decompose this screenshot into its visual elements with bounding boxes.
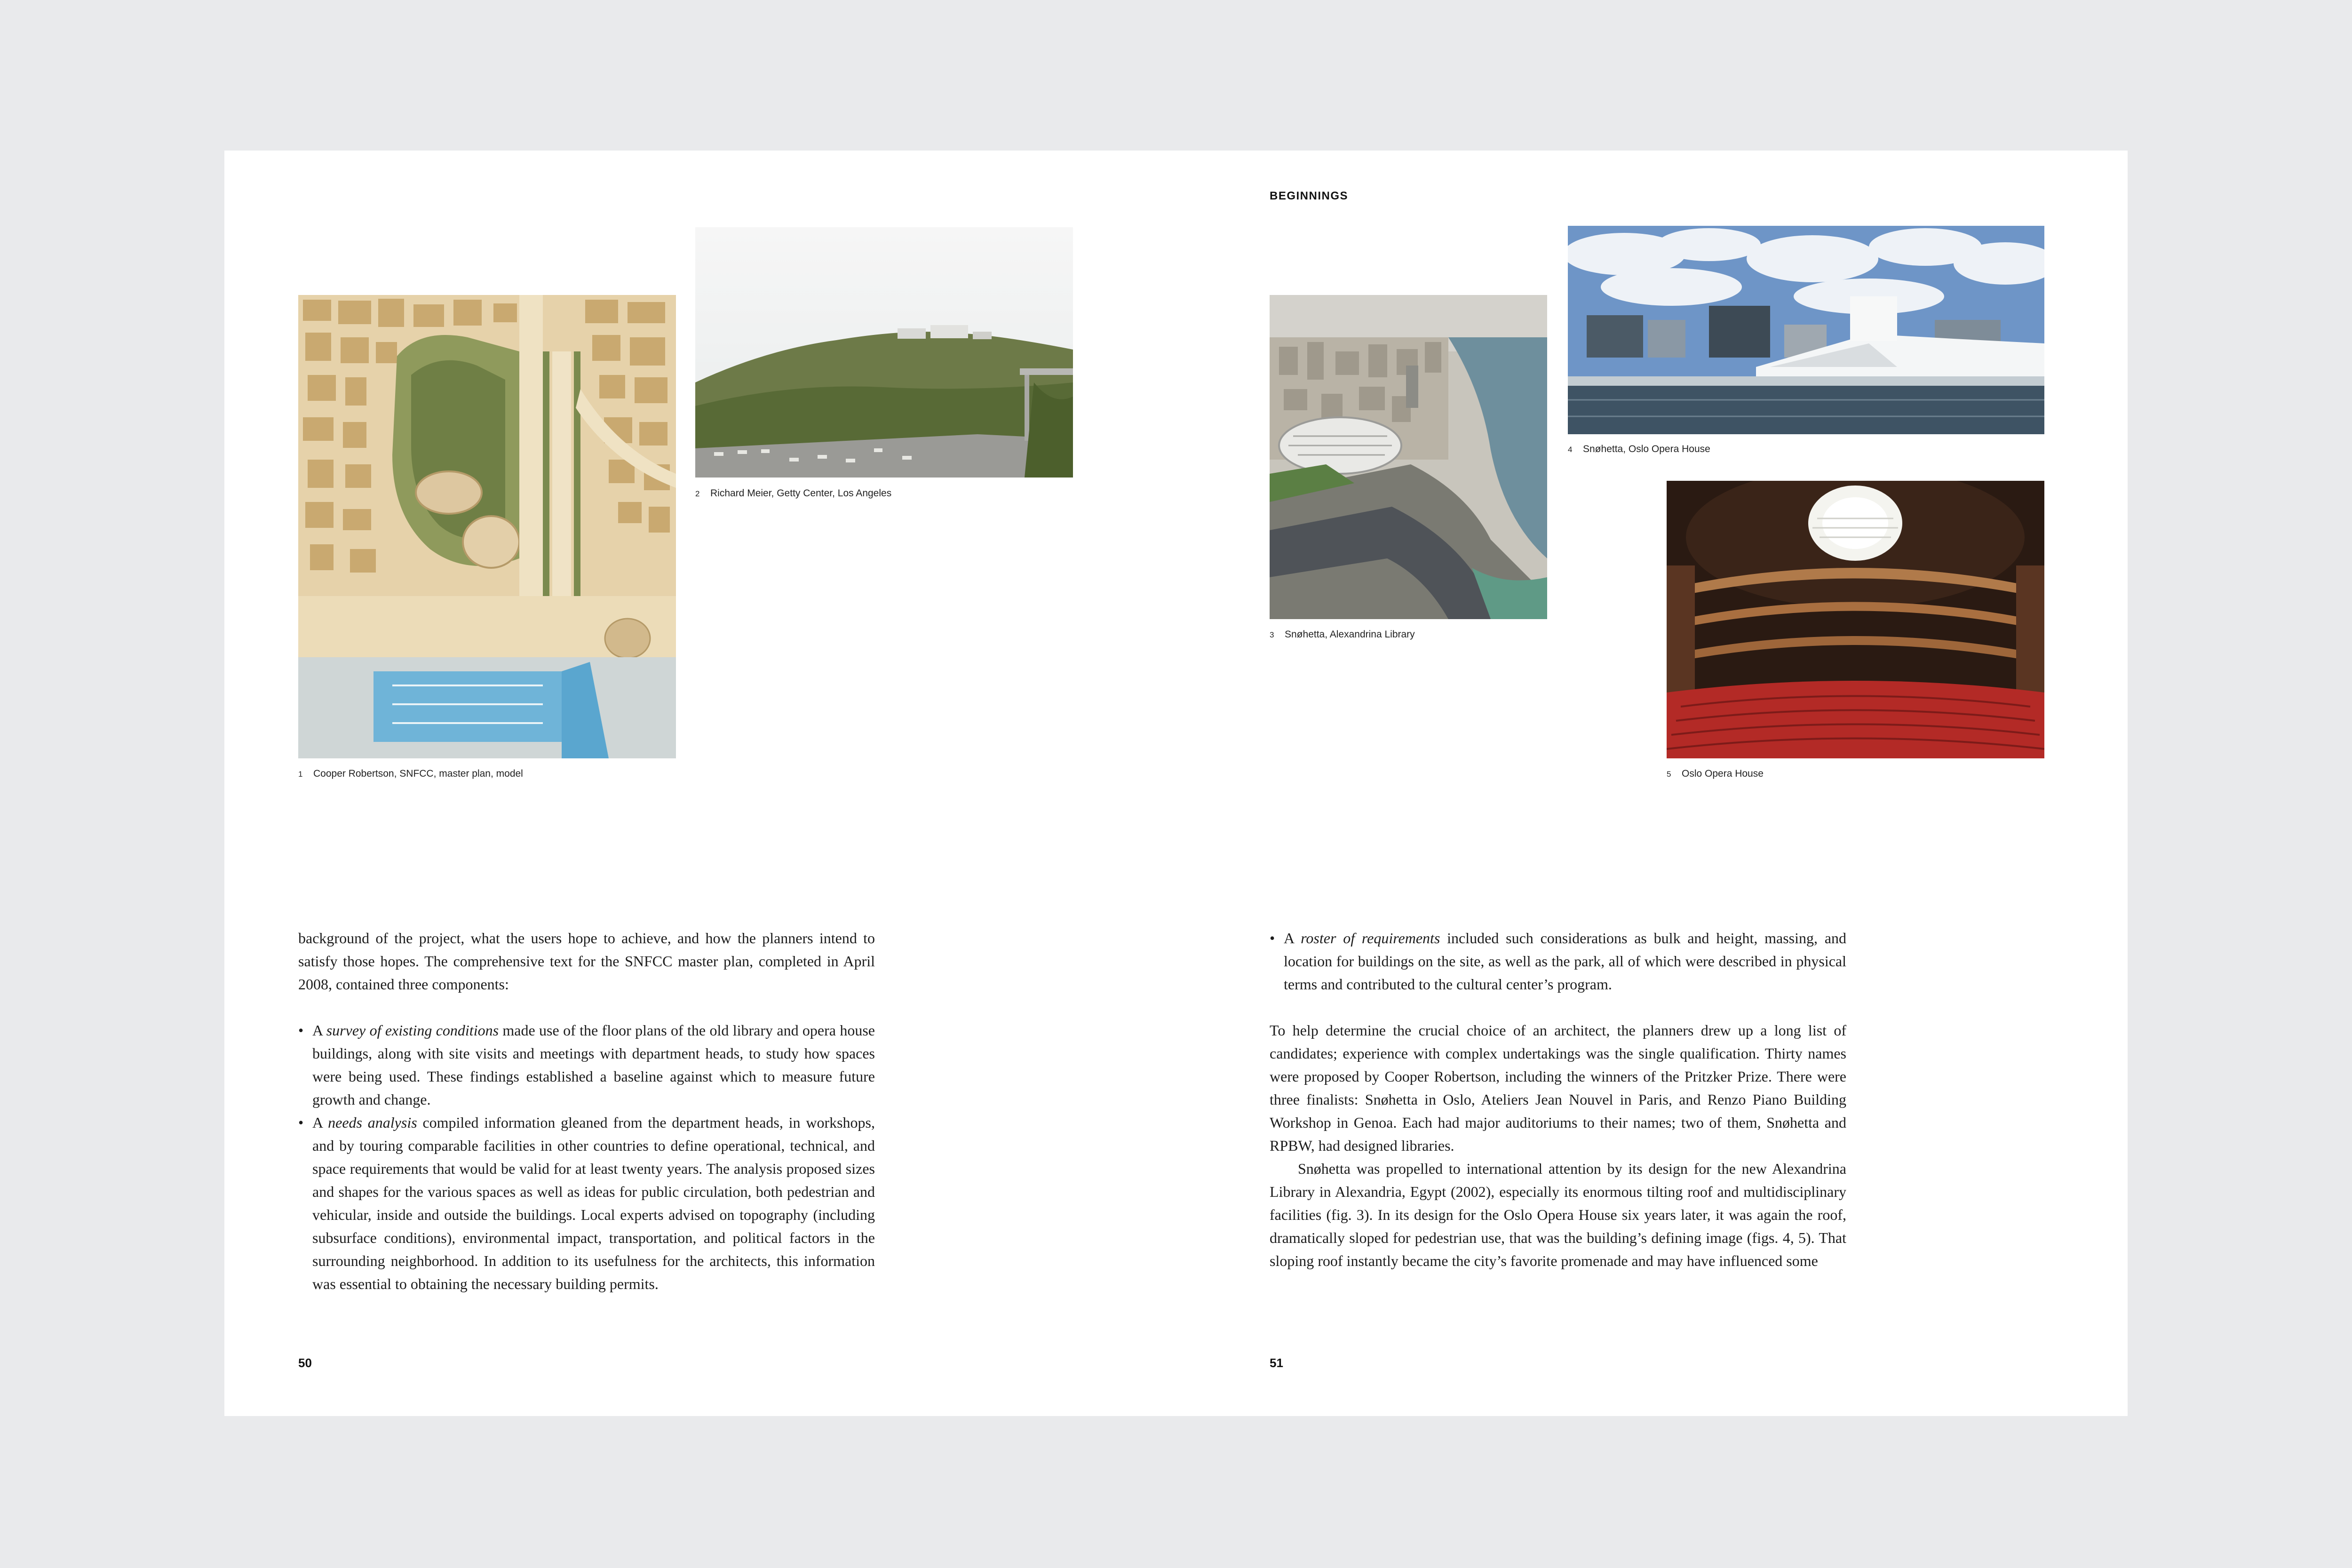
bullet-survey: • A survey of existing conditions made use of the floor plans of the old library and opera house buildings, along with site visits and meetings with department heads, to study how spaces were being used. These findings established a baseline against which to measure future growth and change.	[298, 1022, 875, 1108]
left-body-text	[298, 927, 875, 1296]
caption-number: 2	[695, 489, 700, 498]
paragraph-snohetta: Snøhetta was propelled to international attention by its design for the new Alexandrina Library in Alexandria, Egypt (2002), especially its enormous tilting roof and multidisciplinary facilities (fig. 3). In its design for the Oslo Opera House six years later, it was again the roof, dramatically sloped for pedestrian use, that was the building’s defining image (figs. 4, 5). That sloping roof instantly became the city’s favorite promenade and may have influenced some	[1270, 1160, 1846, 1269]
bullet-emphasis: survey of existing conditions	[326, 1022, 499, 1039]
bullet-text: compiled information gleaned from the department heads, in workshops, and by touring comparable facilities in other countries to define operational, technical, and space requirements that would be valid for at least twenty years. The analysis proposed sizes and shapes for the various spaces as well as ideas for public circulation, both pedestrian and vehicular, inside and outside the buildings. Local experts advised on topography (including subsurface conditions), environmental impact, transportation, and political factors in the surrounding neighborhood. In addition to its usefulness for the architects, this information was essential to obtaining the necessary building permits.	[312, 1114, 875, 1292]
figure-master-plan-model	[298, 295, 676, 758]
book-spread	[224, 151, 2128, 1416]
caption-figure-2	[695, 488, 891, 499]
caption-number: 4	[1568, 445, 1573, 454]
page-number: 51	[1270, 1356, 1283, 1370]
caption-figure-3	[1270, 629, 1415, 640]
figure-getty-center	[695, 227, 1073, 478]
right-page	[1176, 151, 2128, 1416]
left-page	[224, 151, 1176, 1416]
running-head: BEGINNINGS	[1270, 190, 1349, 202]
caption-number: 5	[1667, 770, 1671, 779]
caption-number: 1	[298, 770, 303, 779]
bullet-lead: A	[1284, 930, 1301, 947]
bullet-needs-analysis: • A needs analysis compiled information gleaned from the department heads, in workshops, and by touring comparable facilities in other countries to define operational, technical, and space requirements that would be valid for at least twenty years. The analysis proposed sizes and shapes for the various spaces as well as ideas for public circulation, both pedestrian and vehicular, inside and outside the buildings. Local experts advised on topography (including subsurface conditions), environmental impact, transportation, and political factors in the surrounding neighborhood. In addition to its usefulness for the architects, this information was essential to obtaining the necessary building permits.	[298, 1114, 875, 1292]
caption-text: Snøhetta, Alexandrina Library	[1285, 629, 1415, 640]
bullet-text: included such considerations as bulk and height, massing, and location for buildings on the site, as well as the park, all of which were described in physical terms and contributed to the cultural center’s program.	[1284, 930, 1847, 993]
caption-text: Oslo Opera House	[1682, 768, 1764, 779]
bullet-lead: A	[312, 1022, 326, 1039]
page-number: 50	[298, 1356, 312, 1370]
bullet-emphasis: needs analysis	[328, 1114, 417, 1131]
figure-alexandrina-library	[1270, 295, 1547, 619]
intro-paragraph: background of the project, what the users hope to achieve, and how the planners intend to satisfy those hopes. The comprehensive text for the SNFCC master plan, completed in April 2008, contained three components:	[298, 930, 875, 993]
caption-text: Cooper Robertson, SNFCC, master plan, model	[313, 768, 523, 779]
bullet-emphasis: roster of requirements	[1301, 930, 1440, 947]
caption-number: 3	[1270, 630, 1274, 639]
figure-oslo-opera-exterior	[1568, 226, 2044, 434]
bullet-roster: • A roster of requirements included such considerations as bulk and height, massing, and location for buildings on the site, as well as the park, all of which were described in physical terms and contributed to the cultural center’s program.	[1270, 930, 1847, 993]
right-body-text	[1270, 927, 1846, 1273]
caption-figure-4	[1568, 444, 1710, 455]
figure-oslo-opera-interior	[1667, 481, 2044, 758]
caption-text: Snøhetta, Oslo Opera House	[1583, 444, 1710, 454]
caption-figure-1	[298, 768, 523, 780]
caption-figure-5	[1667, 768, 1764, 780]
paragraph-architect-selection: To help determine the crucial choice of an architect, the planners drew up a long list of candidates; experience with complex undertakings was the single qualification. Thirty names were proposed by Cooper Robertson, including the winners of the Pritzker Prize. There were three finalists: Snøhetta in Oslo, Ateliers Jean Nouvel in Paris, and Renzo Piano Building Workshop in Genoa. Each had major auditoriums to their names; two of them, Snøhetta and RPBW, had designed libraries.	[1270, 1022, 1846, 1154]
bullet-lead: A	[312, 1114, 328, 1131]
bullet-text: made use of the floor plans of the old library and opera house buildings, along with site visits and meetings with department heads, to study how spaces were being used. These findings established a baseline against which to measure future growth and change.	[312, 1022, 875, 1108]
caption-text: Richard Meier, Getty Center, Los Angeles	[710, 488, 892, 499]
